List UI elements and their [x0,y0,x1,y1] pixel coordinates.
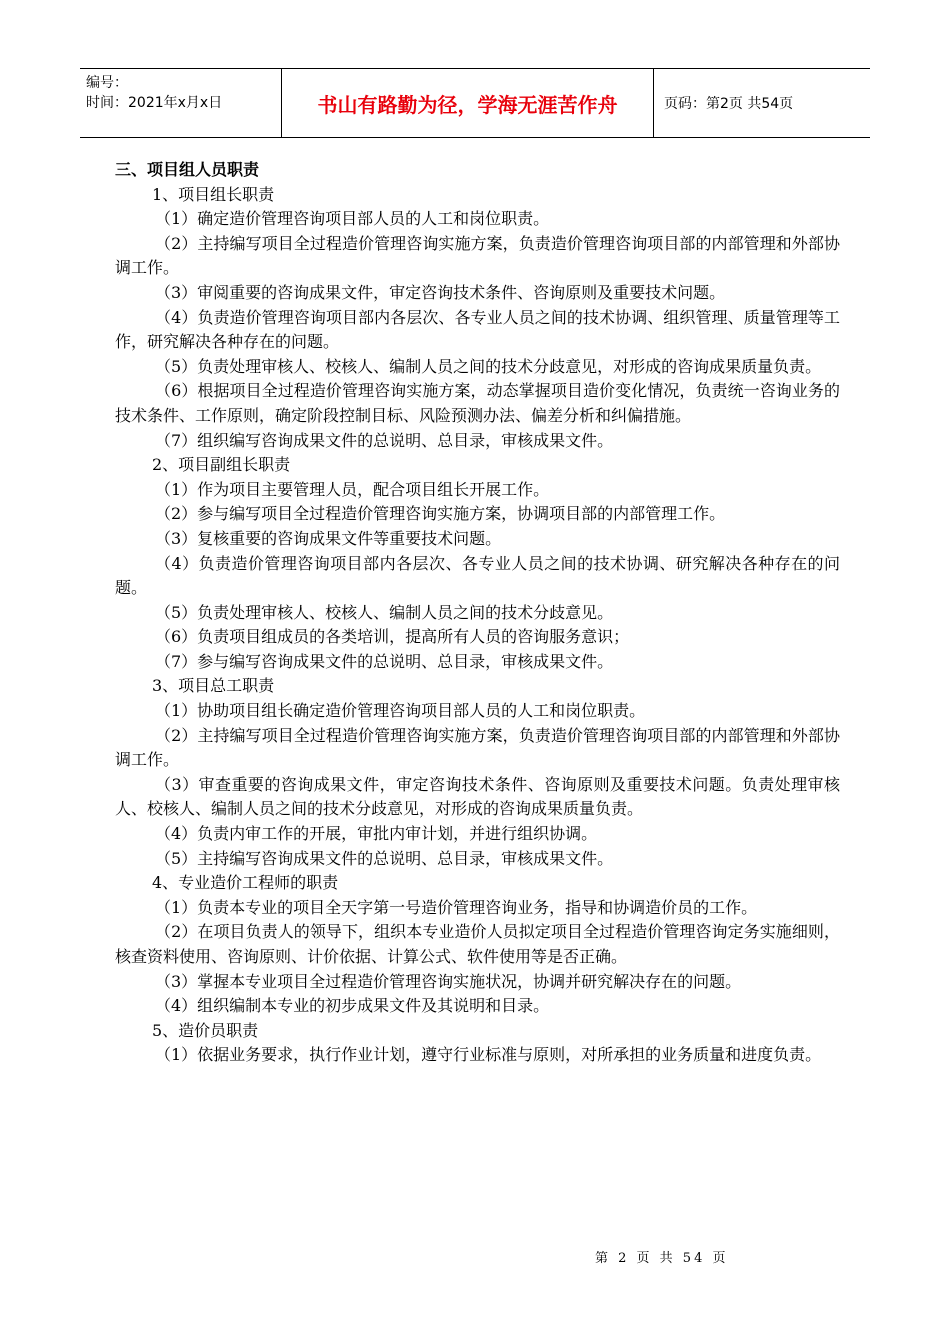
duty-item: （3）审查重要的咨询成果文件，审定咨询技术条件、咨询原则及重要技术问题。负责处理审核人、校核人、编制人员之间的技术分歧意见，对形成的咨询成果质量负责。 [115,774,840,819]
subsection-heading: 1、项目组长职责 [152,184,275,204]
duty-item: （7）参与编写咨询成果文件的总说明、总目录，审核成果文件。 [155,651,614,671]
subsection-heading: 5、造价员职责 [152,1020,259,1040]
duty-item: （2）参与编写项目全过程造价管理咨询实施方案，协调项目部的内部管理工作。 [155,504,726,524]
duty-item: （4）负责造价管理咨询项目部内各层次、各专业人员之间的技术协调、研究解决各种存在的问题。 [115,553,840,598]
document-body [115,158,840,1068]
section-title: 三、项目组人员职责 [115,160,260,179]
duty-item: （7）组织编写咨询成果文件的总说明、总目录，审核成果文件。 [155,430,614,450]
duty-item: （6）负责项目组成员的各类培训，提高所有人员的咨询服务意识； [155,627,630,647]
duty-item: （2）主持编写项目全过程造价管理咨询实施方案，负责造价管理咨询项目部的内部管理和外部协调工作。 [115,725,840,770]
header-meta [80,69,282,137]
duty-item: （2）在项目负责人的领导下，组织本专业造价人员拟定项目全过程造价管理咨询定务实施细则，核查资料使用、咨询原则、计价依据、计算公式、软件使用等是否正确。 [115,922,840,966]
subsection-heading: 3、项目总工职责 [152,676,275,696]
duty-item: （1）依据业务要求，执行作业计划，遵守行业标准与原则，对所承担的业务质量和进度负责。 [155,1045,822,1065]
subsection-heading: 2、项目副组长职责 [152,455,291,475]
duty-item: （6）根据项目全过程造价管理咨询实施方案，动态掌握项目造价变化情况，负责统一咨询业务的技术条件、工作原则，确定阶段控制目标、风险预测办法、偏差分析和纠偏措施。 [115,381,840,425]
document-number-label: 编号： [86,75,128,91]
duty-item: （2）主持编写项目全过程造价管理咨询实施方案，负责造价管理咨询项目部的内部管理和外部协调工作。 [115,233,840,278]
duty-item: （4）负责造价管理咨询项目部内各层次、各专业人员之间的技术协调、组织管理、质量管理等工作，研究解决各种存在的问题。 [115,307,840,352]
duty-item: （3）审阅重要的咨询成果文件，审定咨询技术条件、咨询原则及重要技术问题。 [155,282,726,302]
duty-item: （1）作为项目主要管理人员，配合项目组长开展工作。 [155,479,550,499]
duty-item: （5）负责处理审核人、校核人、编制人员之间的技术分歧意见，对形成的咨询成果质量负责。 [155,356,822,376]
document-time-label: 时间：2021年x月x日 [86,95,223,111]
duty-item: （1）协助项目组长确定造价管理咨询项目部人员的人工和岗位职责。 [155,701,646,721]
duty-item: （1）负责本专业的项目全天字第一号造价管理咨询业务，指导和协调造价员的工作。 [155,897,758,917]
duty-item: （4）负责内审工作的开展，审批内审计划，并进行组织协调。 [155,824,598,844]
page-header [80,68,870,138]
page-footer: 第 2 页 共 54 页 [595,1251,729,1266]
duty-item: （5）负责处理审核人、校核人、编制人员之间的技术分歧意见。 [155,602,614,622]
subsection-heading: 4、专业造价工程师的职责 [152,873,339,893]
duty-item: （4）组织编制本专业的初步成果文件及其说明和目录。 [155,996,550,1016]
header-motto: 书山有路勤为径，学海无涯苦作舟 [282,69,654,137]
duty-item: （3）掌握本专业项目全过程造价管理咨询实施状况，协调并研究解决存在的问题。 [155,971,742,991]
duty-item: （3）复核重要的咨询成果文件等重要技术问题。 [155,528,502,548]
header-page-info: 页码：第2页 共54页 [664,96,794,112]
duty-item: （1）确定造价管理咨询项目部人员的人工和岗位职责。 [155,209,550,229]
duty-item: （5）主持编写咨询成果文件的总说明、总目录，审核成果文件。 [155,848,614,868]
